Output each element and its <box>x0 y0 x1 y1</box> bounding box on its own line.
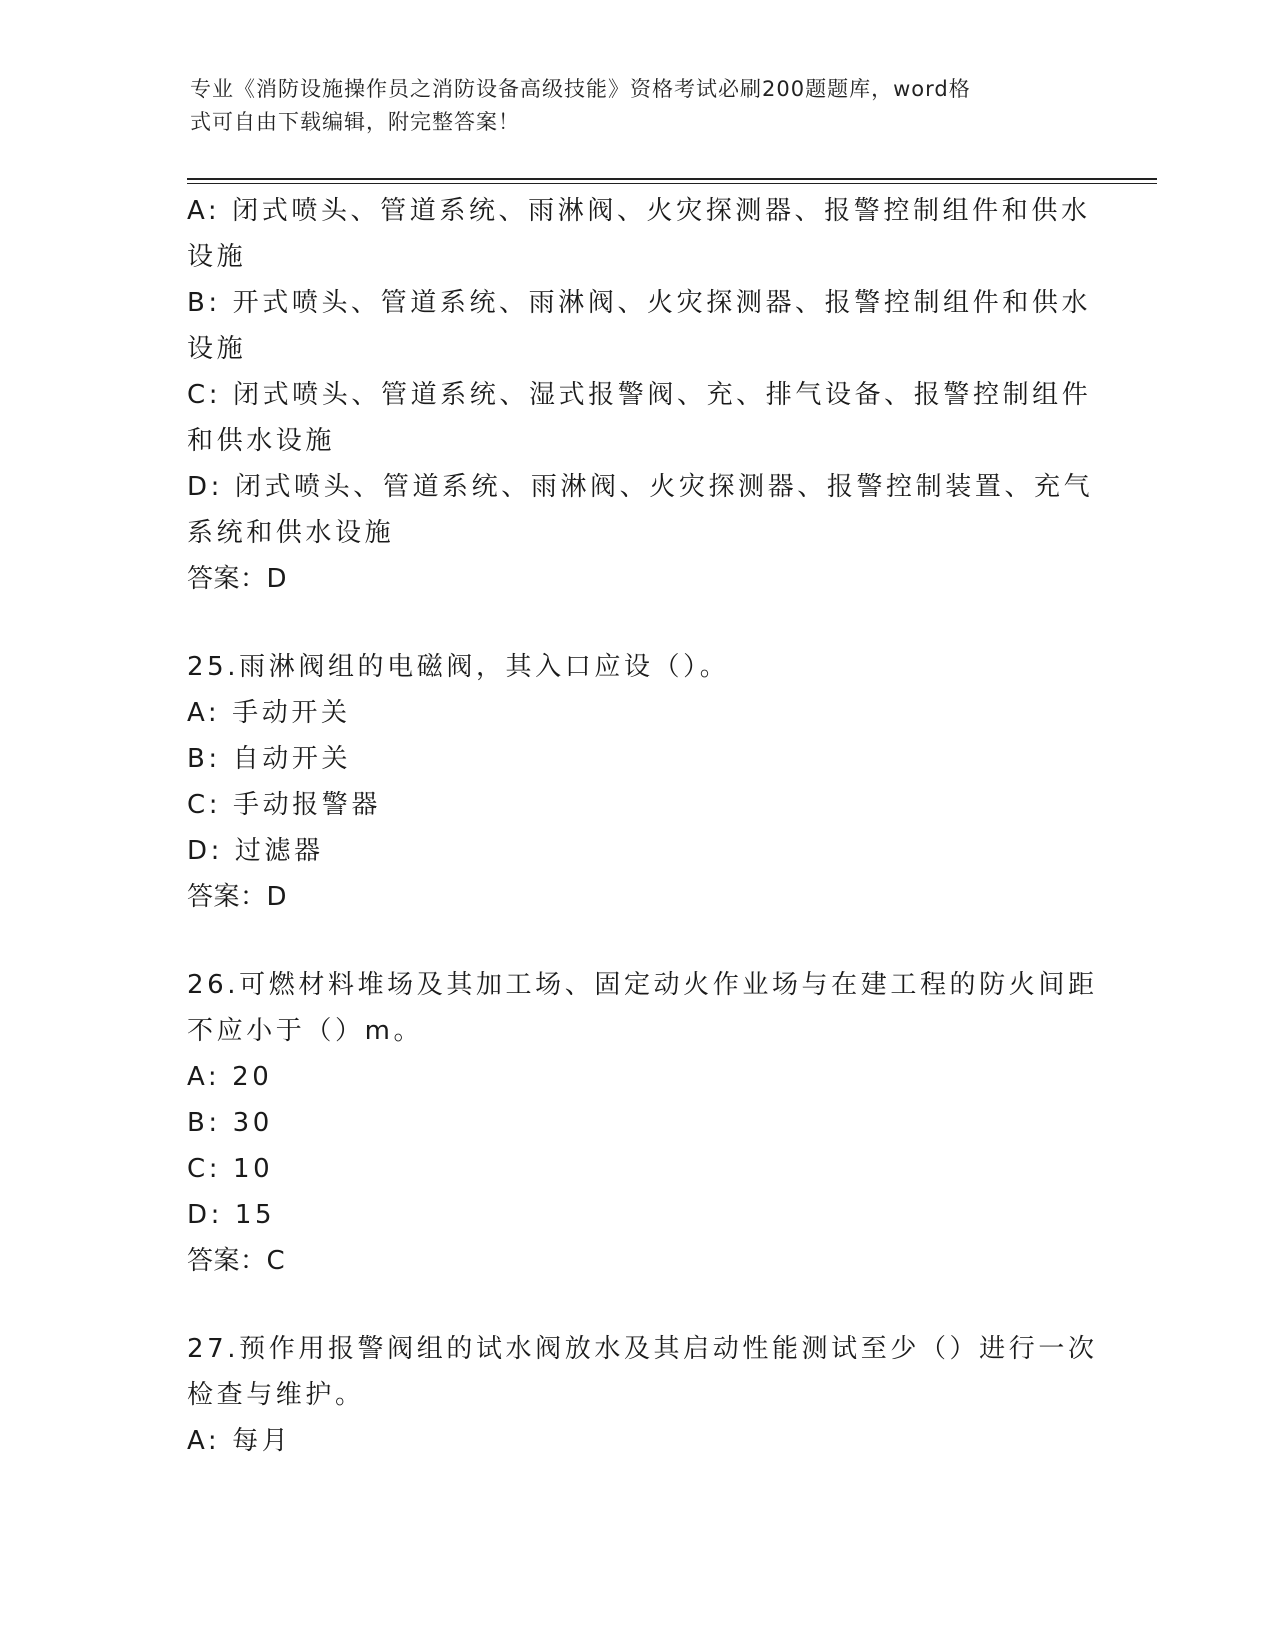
option-c-line-1: C: 闭式喷头、管道系统、湿式报警阀、充、排气设备、报警控制组件 <box>187 380 1092 410</box>
option-a-line-1: A: 闭式喷头、管道系统、雨淋阀、火灾探测器、报警控制组件和供水 <box>187 196 1091 226</box>
option-b-line-1: B: 开式喷头、管道系统、雨淋阀、火灾探测器、报警控制组件和供水 <box>187 288 1092 318</box>
question-text-line-1: 27.预作用报警阀组的试水阀放水及其启动性能测试至少（）进行一次 <box>187 1334 1098 1364</box>
option-a-line-2: 设施 <box>187 242 247 272</box>
option-d: D: 过滤器 <box>187 836 324 866</box>
question-24 <box>187 188 1094 602</box>
header-line-1: 专业《消防设施操作员之消防设备高级技能》资格考试必刷200题题库，word格 <box>190 77 971 101</box>
question-27 <box>187 1326 1098 1464</box>
question-text: 25.雨淋阀组的电磁阀，其入口应设（）。 <box>187 652 730 682</box>
option-c-line-2: 和供水设施 <box>187 426 336 456</box>
option-b: B: 30 <box>187 1108 273 1138</box>
question-text-line-2: 检查与维护。 <box>187 1380 365 1410</box>
option-a: A: 20 <box>187 1062 273 1092</box>
question-text-line-2: 不应小于（）m。 <box>187 1016 424 1046</box>
option-d: D: 15 <box>187 1200 276 1230</box>
option-a: A: 每月 <box>187 1426 292 1456</box>
question-26 <box>187 962 1098 1284</box>
option-c: C: 10 <box>187 1154 274 1184</box>
spacer <box>187 1284 1087 1326</box>
answer-line: 答案：D <box>187 564 288 594</box>
question-list <box>187 188 1098 1464</box>
answer-line: 答案：D <box>187 882 288 912</box>
answer-line: 答案：C <box>187 1246 286 1276</box>
option-c: C: 手动报警器 <box>187 790 381 820</box>
spacer <box>187 920 1087 962</box>
question-25 <box>187 644 1087 920</box>
spacer <box>187 602 1087 644</box>
document-header <box>190 73 1070 139</box>
option-d-line-1: D: 闭式喷头、管道系统、雨淋阀、火灾探测器、报警控制装置、充气 <box>187 472 1094 502</box>
option-a: A: 手动开关 <box>187 698 351 728</box>
header-divider-thin <box>187 183 1157 184</box>
option-d-line-2: 系统和供水设施 <box>187 518 395 548</box>
option-b-line-2: 设施 <box>187 334 247 364</box>
header-divider-thick <box>187 178 1157 180</box>
option-b: B: 自动开关 <box>187 744 352 774</box>
question-text-line-1: 26.可燃材料堆场及其加工场、固定动火作业场与在建工程的防火间距 <box>187 970 1098 1000</box>
header-line-2: 式可自由下载编辑，附完整答案！ <box>190 110 520 134</box>
